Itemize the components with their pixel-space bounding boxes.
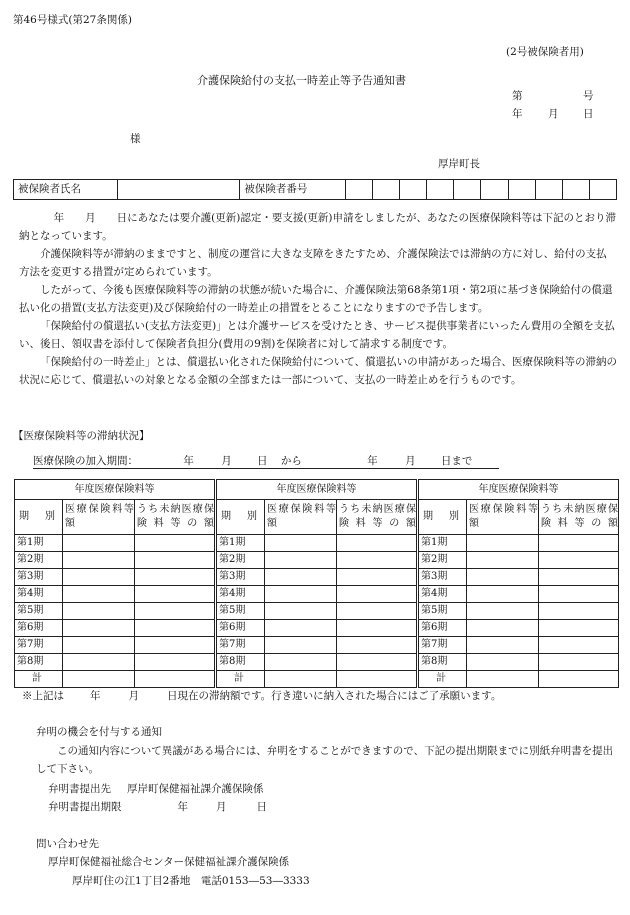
column-premium-label: 医療保険料等額 — [469, 504, 538, 529]
period-label: 第4期 — [15, 586, 63, 603]
period-row — [419, 535, 619, 552]
period-label: 第4期 — [217, 586, 265, 603]
premium-amount-cell — [467, 671, 539, 688]
coverage-until-word: 日まで — [440, 455, 473, 467]
unpaid-amount-cell — [539, 603, 619, 620]
period-label: 第5期 — [217, 603, 265, 620]
period-row — [217, 654, 417, 671]
period-row — [15, 569, 215, 586]
body-paragraph-5: 「保険給付の一時差止」とは、償還払い化された保険給付について、償還払いの申請があった場合、医療保険料等の滞納の状況に応じて、償還払いの対象となる金額の全部または一部について、支払の一時差止めを行うものです。 — [19, 356, 617, 386]
premium-amount-cell — [63, 552, 135, 569]
period-label: 第1期 — [15, 535, 63, 552]
period-row — [217, 671, 417, 688]
date-month: 月 — [548, 108, 559, 120]
appeal-text: この通知内容について異議がある場合には、弁明をすることができますので、下記の提出期限までに別紙弁明書を提出して下さい。 — [36, 745, 614, 775]
appeal-deadline-day: 日 — [256, 801, 267, 813]
appeal-destination — [48, 783, 264, 796]
period-label: 第2期 — [419, 552, 467, 569]
document-title: 介護保険給付の支払一時差止等予告通知書 — [197, 74, 406, 87]
period-label: 第6期 — [419, 620, 467, 637]
unpaid-amount-cell — [337, 620, 417, 637]
period-label: 第1期 — [419, 535, 467, 552]
period-row — [419, 671, 619, 688]
coverage-from-day: 日 — [257, 455, 268, 467]
as-of-note — [22, 690, 501, 703]
period-row — [15, 620, 215, 637]
contact-organization: 厚岸町保健福祉総合センター保健福祉課介護保険係 — [48, 856, 290, 868]
period-label: 第4期 — [419, 586, 467, 603]
payment-table — [14, 479, 215, 688]
column-period: 期 別 — [217, 500, 265, 535]
body-paragraph-1: 年 月 日にあなたは要介護(更新)認定・要支援(更新)申請をしましたが、あなたの医療保険料等は下記のとおり滞納となっています。 — [19, 212, 617, 242]
date-day: 日 — [583, 108, 594, 120]
column-premium-label: 医療保険料等額 — [65, 504, 134, 529]
note-year: 年 — [90, 690, 101, 702]
premium-amount-cell — [63, 586, 135, 603]
insured-name-cell — [118, 180, 240, 200]
premium-amount-cell — [265, 603, 337, 620]
period-label: 第7期 — [217, 637, 265, 654]
period-row — [15, 552, 215, 569]
premium-amount-cell — [467, 535, 539, 552]
premium-amount-cell — [265, 654, 337, 671]
number-suffix: 号 — [583, 90, 594, 102]
unpaid-amount-cell — [337, 586, 417, 603]
unpaid-amount-cell — [539, 671, 619, 688]
insured-number-digit — [562, 180, 589, 200]
recipient-suffix: 様 — [130, 133, 141, 145]
period-label: 第8期 — [15, 654, 63, 671]
period-row — [419, 620, 619, 637]
premium-amount-cell — [467, 637, 539, 654]
unpaid-amount-cell — [135, 552, 215, 569]
payment-table — [216, 479, 417, 688]
premium-amount-cell — [265, 569, 337, 586]
insured-number-digit — [508, 180, 535, 200]
unpaid-amount-cell — [135, 586, 215, 603]
fiscal-year-header: 年度医療保険料等 — [217, 480, 417, 500]
note-rest: 日現在の滞納額です。行き違いに納入された場合にはご了承願います。 — [167, 690, 502, 702]
insured-number-digit — [453, 180, 480, 200]
premium-amount-cell — [265, 637, 337, 654]
column-unpaid-label: うち未納医療保険料等の額 — [137, 504, 214, 529]
period-row — [419, 603, 619, 620]
body-paragraph-3: したがって、今後も医療保険料等の滞納の状態が続いた場合に、介護保険法第68条第1項・第2項に基づき保険給付の償還払い化の措置(支払方法変更)及び保険給付の一時差止の措置をとることになりますので予告します。 — [19, 284, 613, 314]
period-label: 第6期 — [217, 620, 265, 637]
unpaid-amount-cell — [539, 586, 619, 603]
column-premium — [265, 500, 337, 535]
column-unpaid — [135, 500, 215, 535]
unpaid-amount-cell — [135, 603, 215, 620]
issuer: 厚岸町長 — [438, 158, 480, 170]
insured-number-digit — [372, 180, 399, 200]
period-label: 第8期 — [217, 654, 265, 671]
period-label: 第2期 — [15, 552, 63, 569]
unpaid-amount-cell — [337, 671, 417, 688]
insured-name-label: 被保険者氏名 — [14, 180, 118, 200]
unpaid-amount-cell — [337, 535, 417, 552]
period-row — [217, 603, 417, 620]
coverage-from-year: 年 — [183, 455, 194, 467]
appeal-deadline-label: 弁明書提出期限 — [48, 801, 122, 813]
unpaid-amount-cell — [539, 535, 619, 552]
period-row — [419, 637, 619, 654]
premium-amount-cell — [467, 586, 539, 603]
insured-id-table — [13, 179, 617, 200]
period-label: 第2期 — [217, 552, 265, 569]
period-row — [15, 671, 215, 688]
insured-number-digit — [426, 180, 453, 200]
period-label: 第1期 — [217, 535, 265, 552]
appeal-destination-label: 弁明書提出先 — [48, 783, 111, 795]
column-premium-label: 医療保険料等額 — [267, 504, 336, 529]
premium-amount-cell — [265, 671, 337, 688]
date-year: 年 — [512, 108, 523, 120]
column-unpaid — [539, 500, 619, 535]
insured-number-digit — [535, 180, 562, 200]
period-row — [419, 569, 619, 586]
premium-amount-cell — [265, 620, 337, 637]
appeal-heading: 弁明の機会を付与する通知 — [36, 726, 162, 738]
period-label: 計 — [419, 671, 467, 688]
period-label: 第7期 — [15, 637, 63, 654]
period-row — [419, 552, 619, 569]
unpaid-amount-cell — [539, 569, 619, 586]
coverage-from-month: 月 — [221, 455, 232, 467]
unpaid-amount-cell — [337, 637, 417, 654]
premium-amount-cell — [63, 535, 135, 552]
unpaid-amount-cell — [539, 552, 619, 569]
unpaid-amount-cell — [539, 654, 619, 671]
coverage-to-month: 月 — [405, 455, 416, 467]
form-number: 第46号様式(第27条関係) — [13, 14, 132, 26]
payment-table — [418, 479, 619, 688]
fiscal-year-header: 年度医療保険料等 — [15, 480, 215, 500]
period-row — [217, 637, 417, 654]
unpaid-amount-cell — [135, 535, 215, 552]
premium-amount-cell — [63, 569, 135, 586]
period-row — [217, 586, 417, 603]
coverage-period — [33, 455, 499, 469]
period-label: 計 — [15, 671, 63, 688]
unpaid-amount-cell — [135, 671, 215, 688]
unpaid-amount-cell — [135, 637, 215, 654]
period-row — [15, 637, 215, 654]
appeal-destination-value: 厚岸町保健福祉課介護保険係 — [127, 783, 264, 795]
premium-amount-cell — [63, 637, 135, 654]
body-paragraph-2: 介護保険料等が滞納のままですと、制度の運営に大きな支障をきたすため、介護保険法では滞納の方に対し、給付の支払方法を変更する措置が定められています。 — [19, 248, 607, 278]
column-unpaid-label: うち未納医療保険料等の額 — [339, 504, 416, 529]
appeal-deadline — [48, 801, 267, 814]
coverage-to-year: 年 — [367, 455, 378, 467]
premium-amount-cell — [467, 552, 539, 569]
unpaid-amount-cell — [135, 620, 215, 637]
insured-type: (2号被保険者用) — [506, 46, 584, 58]
insured-number-digit — [345, 180, 372, 200]
fiscal-year-header: 年度医療保険料等 — [419, 480, 619, 500]
period-label: 第8期 — [419, 654, 467, 671]
status-heading: 【医療保険料等の滞納状況】 — [13, 430, 150, 442]
period-row — [15, 535, 215, 552]
column-premium — [467, 500, 539, 535]
period-label: 第6期 — [15, 620, 63, 637]
column-unpaid-label: うち未納医療保険料等の額 — [541, 504, 618, 529]
contact-address: 厚岸町住の江1丁目2番地 電話0153―53―3333 — [72, 875, 310, 887]
unpaid-amount-cell — [539, 620, 619, 637]
period-label: 第7期 — [419, 637, 467, 654]
number-prefix: 第 — [512, 90, 523, 102]
period-row — [419, 654, 619, 671]
period-label: 計 — [217, 671, 265, 688]
period-row — [419, 586, 619, 603]
body-paragraph-4: 「保険給付の償還払い(支払方法変更)」とは介護サービスを受けたとき、サービス提供事業者にいったん費用の全額を支払い、後日、領収書を添付して保険者負担分(費用の9割)を保険者に対して請求する制度です。 — [19, 320, 615, 350]
premium-amount-cell — [265, 535, 337, 552]
note-month: 月 — [128, 690, 139, 702]
unpaid-amount-cell — [337, 603, 417, 620]
coverage-period-label: 医療保険の加入期間： — [33, 455, 138, 467]
premium-amount-cell — [63, 654, 135, 671]
column-unpaid — [337, 500, 417, 535]
note-prefix: ※上記は — [22, 690, 64, 702]
column-period: 期 別 — [419, 500, 467, 535]
coverage-from-word: から — [280, 455, 302, 467]
period-row — [217, 620, 417, 637]
period-label: 第3期 — [217, 569, 265, 586]
period-label: 第5期 — [15, 603, 63, 620]
unpaid-amount-cell — [135, 569, 215, 586]
appeal-deadline-year: 年 — [177, 801, 188, 813]
insured-number-digit — [480, 180, 508, 200]
insured-number-label: 被保険者番号 — [240, 180, 345, 200]
premium-amount-cell — [467, 569, 539, 586]
period-row — [15, 603, 215, 620]
unpaid-amount-cell — [135, 654, 215, 671]
insured-number-digit — [399, 180, 426, 200]
period-label: 第3期 — [419, 569, 467, 586]
unpaid-amount-cell — [337, 654, 417, 671]
period-row — [15, 654, 215, 671]
premium-amount-cell — [265, 586, 337, 603]
premium-amount-cell — [467, 603, 539, 620]
premium-amount-cell — [467, 654, 539, 671]
unpaid-amount-cell — [539, 637, 619, 654]
premium-amount-cell — [265, 552, 337, 569]
period-row — [15, 586, 215, 603]
period-label: 第3期 — [15, 569, 63, 586]
column-premium — [63, 500, 135, 535]
premium-amount-cell — [63, 620, 135, 637]
period-label: 第5期 — [419, 603, 467, 620]
unpaid-amount-cell — [337, 552, 417, 569]
period-row — [217, 552, 417, 569]
premium-amount-cell — [63, 603, 135, 620]
premium-amount-cell — [467, 620, 539, 637]
appeal-deadline-month: 月 — [216, 801, 227, 813]
column-period: 期 別 — [15, 500, 63, 535]
unpaid-amount-cell — [337, 569, 417, 586]
contact-heading: 問い合わせ先 — [36, 838, 99, 850]
period-row — [217, 535, 417, 552]
period-row — [217, 569, 417, 586]
premium-amount-cell — [63, 671, 135, 688]
insured-number-digit — [589, 180, 616, 200]
